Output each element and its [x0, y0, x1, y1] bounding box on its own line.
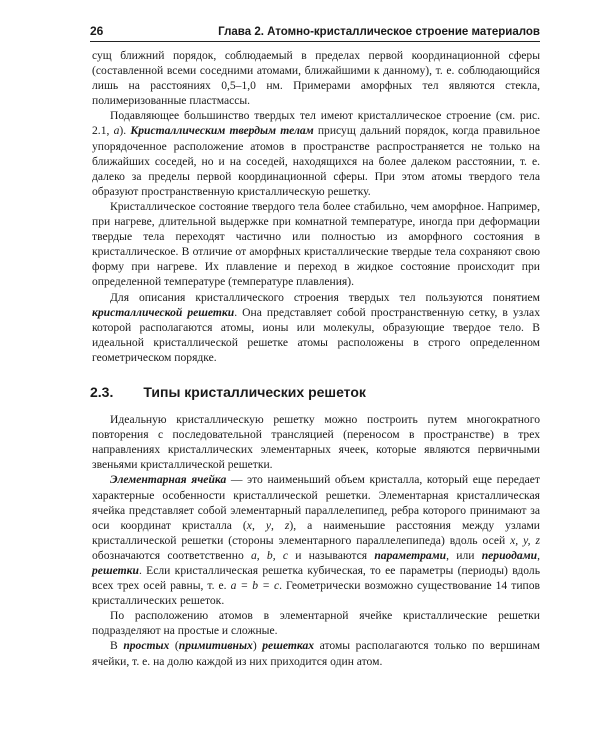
symbols-axes: x, y, z [510, 533, 540, 547]
text-run: ( [169, 639, 179, 653]
paragraph-amorphous-continued: сущ ближний порядок, соблюдаемый в пределах первой координационной сферы (составленной всеми соседними атомами, ближайшими к данному), т. е. соблюдающийся лишь на расстояниях 0,5–1,0 нм. Примерами аморфных тел являются стекла, полимеризованные пластмассы. [92, 49, 540, 108]
term-crystal-lattice: кристаллической решетки [92, 305, 235, 319]
page-body [92, 48, 540, 669]
paragraph-unit-cell [92, 472, 540, 608]
term-lattice: решетки [92, 564, 139, 577]
text-run: . Она представляет собой пространственную сетку, в узлах которой располагаются атомы, ионы или молекулы, образующие твердое тело. В идеальной кристаллической решетке атомы расположены в строго определенном геометрическом порядке. [92, 305, 540, 364]
text-run: ) [252, 639, 263, 653]
symbol-y: y [265, 518, 271, 532]
text-run: . Геометрически возможно существование 14 типов кристаллических решеток. [92, 579, 540, 608]
paragraph-crystal-lattice [92, 290, 540, 365]
text-run: , [537, 548, 541, 562]
text-run: , или [446, 548, 482, 562]
term-lattices: решетках [262, 639, 315, 653]
page-number: 26 [90, 24, 104, 38]
section-title: Типы кристаллических решеток [143, 383, 366, 400]
term-primitive: примитивных [178, 639, 253, 653]
text-run: Для описания кристаллического строения твердых тел пользуются понятием [110, 290, 540, 304]
paragraph-ideal-lattice: Идеальную кристаллическую решетку можно построить путем многократного повторения с последовательной трансляцией (переносом в пространстве) в трех направлениях кристаллических элементарных ячеек, которые являются первичными звеньями кристаллической решетки. [92, 413, 540, 472]
paragraph-crystalline-bodies [92, 108, 540, 199]
term-periods: периодами [481, 548, 538, 562]
symbols-abc: a, b, c [251, 548, 289, 562]
text-run: , [251, 518, 266, 532]
symbol-x: x [246, 518, 252, 532]
text-run: атомы располагаются только по вершинам ячейки, т. е. на долю каждой из них приходится один атом. [92, 639, 540, 668]
symbol-z: z [284, 518, 290, 532]
term-simple: простых [123, 639, 170, 653]
section-number: 2.3. [90, 383, 114, 400]
paragraph-primitive-lattices [92, 638, 540, 668]
text-run: . Если кристаллическая решетка кубическая, то ее параметры (периоды) вдоль всех трех осей равны, т. е. [92, 564, 540, 593]
section-heading [90, 385, 540, 400]
term-crystalline-bodies: Кристаллическим твердым телам [130, 124, 314, 138]
chapter-title: Глава 2. Атомно-кристаллическое строение материалов [218, 26, 540, 38]
text-run: ). [119, 124, 131, 138]
text-run: ), а наименьшие расстояния между узлами кристаллической решетки (стороны элементарного параллелепипеда) вдоль осей [92, 518, 541, 547]
term-unit-cell: Элементарная ячейка [110, 473, 227, 487]
text-run: обозначаются соответственно [92, 548, 251, 562]
text-run: В [110, 639, 124, 653]
term-parameters: параметрами [374, 548, 447, 562]
text-run: присущ дальний порядок, когда правильное упорядоченное расположение атомов в пространстве распространяется не только на ближайших соседей, но и на соседей, находящихся на более далеком расстоянии, т. е. далеко за пределы первой координационной сферы. При этом атомы твердого тела образуют пространственную кристаллическую решетку. [92, 124, 540, 198]
paragraph-crystalline-state: Кристаллическое состояние твердого тела более стабильно, чем аморфное. Например, при нагреве, длительной выдержке при комнатной температуре, иногда при деформации твердые тела переходят частично или полностью из аморфного состояния в кристаллическое. В отличие от аморфных кристаллические твердые тела сохраняют свою форму при нагреве. Их плавление и переход в жидкое состояние происходит при определенной температуре (температуре плавления). [92, 199, 540, 289]
text-run: и называются [288, 548, 375, 562]
paragraph-simple-complex: По расположению атомов в элементарной ячейке кристаллические решетки подразделяют на простые и сложные. [92, 609, 540, 638]
equation-abc: a = b = c [230, 579, 280, 593]
figure-letter: а [113, 124, 120, 138]
text-run: — это наименьший объем кристалла, который еще передает характерные особенности кристаллической решетки. Элементарная кристаллическая ячейка представляет собой элементарный параллелепипед, ребра которого принимают за оси координат кристалла ( [92, 473, 540, 532]
text-run: , [271, 518, 285, 532]
running-head [90, 24, 540, 42]
text-run: Подавляющее большинство твердых тел имеют кристаллическое строение (см. рис. 2.1, [92, 109, 540, 138]
